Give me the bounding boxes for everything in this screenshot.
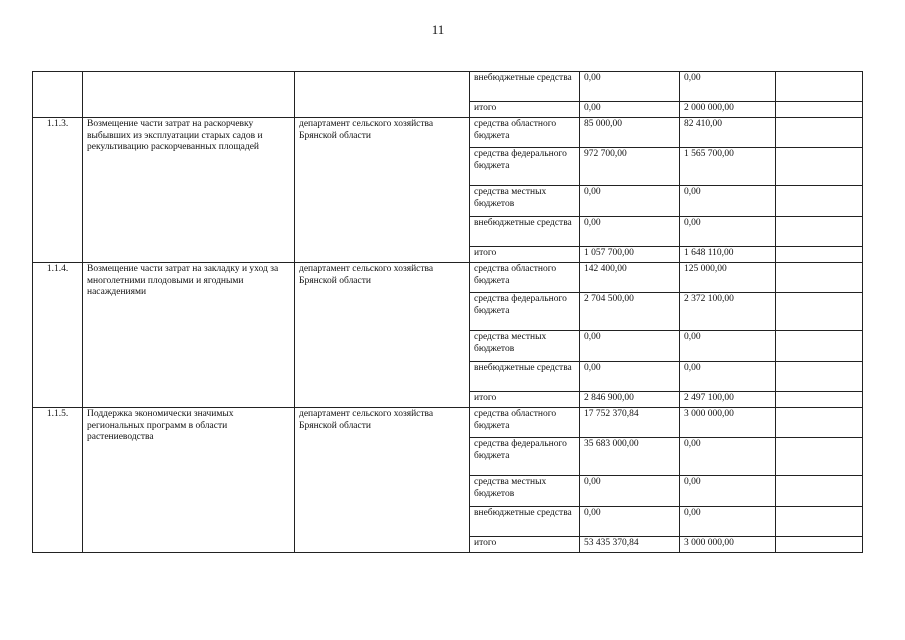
amount-col1: 0,00 (580, 331, 680, 362)
amount-col1: 1 057 700,00 (580, 247, 680, 263)
funding-source: средства местных бюджетов (470, 186, 580, 217)
amount-col2: 3 000 000,00 (680, 537, 776, 553)
extra-cell (776, 293, 863, 331)
item-name: Поддержка экономически значимых региональных программ в области растениеводства (83, 408, 295, 553)
extra-cell (776, 217, 863, 247)
item-number-cell (33, 72, 83, 118)
department: департамент сельского хозяйства Брянской области (295, 263, 470, 408)
amount-col1: 0,00 (580, 72, 680, 102)
amount-col1: 17 752 370,84 (580, 408, 680, 438)
item-number: 1.1.4. (33, 263, 83, 408)
funding-source: внебюджетные средства (470, 362, 580, 392)
extra-cell (776, 263, 863, 293)
table-row (33, 72, 863, 102)
amount-col1: 0,00 (580, 507, 680, 537)
funding-source: итого (470, 247, 580, 263)
funding-source: средства областного бюджета (470, 408, 580, 438)
table-row (33, 118, 863, 148)
item-name-cell (83, 72, 295, 118)
department: департамент сельского хозяйства Брянской области (295, 118, 470, 263)
amount-col2: 82 410,00 (680, 118, 776, 148)
extra-cell (776, 186, 863, 217)
amount-col2: 0,00 (680, 507, 776, 537)
amount-col1: 0,00 (580, 186, 680, 217)
extra-cell (776, 438, 863, 476)
funding-source: итого (470, 537, 580, 553)
extra-cell (776, 408, 863, 438)
amount-col1: 0,00 (580, 217, 680, 247)
extra-cell (776, 507, 863, 537)
funding-source: внебюджетные средства (470, 507, 580, 537)
amount-col1: 85 000,00 (580, 118, 680, 148)
amount-col2: 0,00 (680, 217, 776, 247)
amount-col2: 3 000 000,00 (680, 408, 776, 438)
amount-col2: 125 000,00 (680, 263, 776, 293)
item-name: Возмещение части затрат на раскорчевку выбывших из эксплуатации старых садов и рекультивацию раскорчеванных площадей (83, 118, 295, 263)
extra-cell (776, 362, 863, 392)
funding-source: итого (470, 392, 580, 408)
amount-col1: 53 435 370,84 (580, 537, 680, 553)
item-number: 1.1.5. (33, 408, 83, 553)
amount-col1: 972 700,00 (580, 148, 680, 186)
amount-col2: 1 648 110,00 (680, 247, 776, 263)
funding-source: средства областного бюджета (470, 118, 580, 148)
amount-col2: 1 565 700,00 (680, 148, 776, 186)
page-number: 11 (431, 22, 445, 37)
funding-source: средства местных бюджетов (470, 331, 580, 362)
extra-cell (776, 148, 863, 186)
amount-col2: 2 372 100,00 (680, 293, 776, 331)
extra-cell (776, 72, 863, 102)
department-cell (295, 72, 470, 118)
amount-col1: 2 846 900,00 (580, 392, 680, 408)
extra-cell (776, 331, 863, 362)
extra-cell (776, 247, 863, 263)
budget-table (32, 71, 863, 553)
amount-col1: 2 704 500,00 (580, 293, 680, 331)
extra-cell (776, 537, 863, 553)
funding-source: итого (470, 102, 580, 118)
table-row (33, 408, 863, 438)
item-number: 1.1.3. (33, 118, 83, 263)
funding-source: средства федерального бюджета (470, 293, 580, 331)
funding-source: средства федерального бюджета (470, 438, 580, 476)
amount-col1: 0,00 (580, 362, 680, 392)
amount-col2: 2 000 000,00 (680, 102, 776, 118)
amount-col1: 0,00 (580, 476, 680, 507)
amount-col2: 0,00 (680, 438, 776, 476)
funding-source: внебюджетные средства (470, 72, 580, 102)
item-name: Возмещение части затрат на закладку и уход за многолетними плодовыми и ягодными насаждениями (83, 263, 295, 408)
funding-source: средства федерального бюджета (470, 148, 580, 186)
amount-col2: 0,00 (680, 331, 776, 362)
funding-source: внебюджетные средства (470, 217, 580, 247)
amount-col1: 142 400,00 (580, 263, 680, 293)
department: департамент сельского хозяйства Брянской области (295, 408, 470, 553)
extra-cell (776, 476, 863, 507)
extra-cell (776, 392, 863, 408)
amount-col1: 0,00 (580, 102, 680, 118)
amount-col1: 35 683 000,00 (580, 438, 680, 476)
table-row (33, 263, 863, 293)
amount-col2: 0,00 (680, 476, 776, 507)
extra-cell (776, 118, 863, 148)
funding-source: средства местных бюджетов (470, 476, 580, 507)
amount-col2: 0,00 (680, 186, 776, 217)
amount-col2: 0,00 (680, 72, 776, 102)
extra-cell (776, 102, 863, 118)
amount-col2: 2 497 100,00 (680, 392, 776, 408)
funding-source: средства областного бюджета (470, 263, 580, 293)
amount-col2: 0,00 (680, 362, 776, 392)
